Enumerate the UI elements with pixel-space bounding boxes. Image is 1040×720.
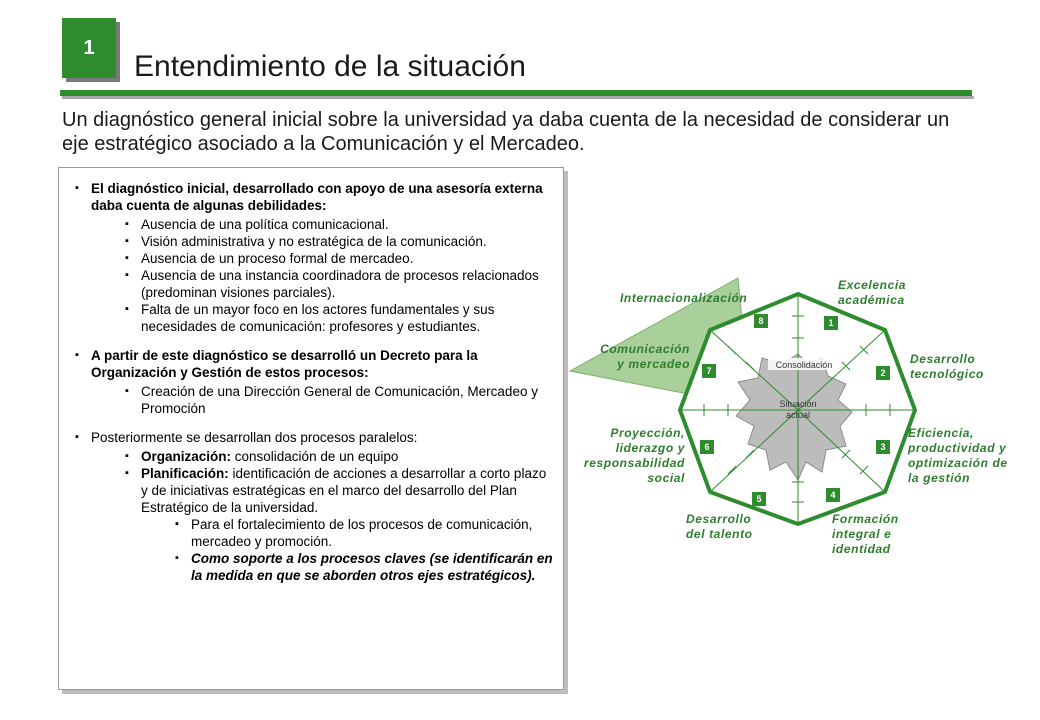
axis-number-3: 3 [880,442,886,452]
radar-svg [560,266,1040,576]
intro-text: Un diagnóstico general inicial sobre la universidad ya daba cuenta de la necesidad de considerar un eje estratégico asociado a la Comunicación y el Mercadeo. [62,109,950,155]
axis-label-4: Formación integral e identidad [832,512,899,556]
axis-label-5: Desarrollo del talento [686,512,753,541]
section1-lead: ▪ El diagnóstico inicial, desarrollado con apoyo de una asesoría externa daba cuenta de algunas debilidades: [73,180,553,214]
section3-organizacion [73,448,553,465]
organizacion-text: consolidación de un equipo [231,449,399,464]
axis-label-7: Comunicación y mercadeo [600,342,690,371]
section-number-badge: 1 [62,18,116,78]
planificacion-text: identificación de acciones a desarrollar a corto plazo y de iniciativas estratégicas en el marco del desarrollo del Plan Estratégico de la universidad. [141,466,547,515]
organizacion-label: Organización: [141,449,232,464]
consolidation-label: Consolidación [775,360,833,370]
section3-subitem: ▪ Para el fortalecimiento de los procesos de comunicación, mercadeo y promoción. [73,516,553,550]
section3-lead: ▪ Posteriormente se desarrollan dos procesos paralelos: [73,429,553,446]
strategic-axes-diagram [560,266,1040,576]
title-rule-shadow [62,96,974,99]
section1-item: ▪ Ausencia de una política comunicacional. [73,216,553,233]
axis-label-6: Proyección, liderazgo y responsabilidad social [583,426,685,485]
section3-planificacion [73,465,553,516]
section2-item: ▪ Creación de una Dirección General de Comunicación, Mercadeo y Promoción [73,383,553,417]
axis-number-5: 5 [756,494,762,504]
section1-item: ▪ Visión administrativa y no estratégica de la comunicación. [73,233,553,250]
page-title: Entendimiento de la situación [134,50,526,83]
section2-lead: ▪ A partir de este diagnóstico se desarrolló un Decreto para la Organización y Gestión de estos procesos: [73,347,553,381]
text-box [58,167,564,690]
axis-number-4: 4 [830,490,836,500]
section1-item: ▪ Ausencia de una instancia coordinadora de procesos relacionados (predominan visiones parciales). [73,267,553,301]
section1-item: ▪ Ausencia de un proceso formal de mercadeo. [73,250,553,267]
axis-label-2: Desarrollo tecnológico [910,352,984,381]
text-box-content [73,180,553,584]
axis-label-8: Internacionalización [620,291,748,305]
axis-number-2: 2 [880,368,886,378]
axis-label-1: Excelencia académica [838,278,907,307]
axis-number-7: 7 [706,366,712,376]
title-rule [60,90,972,96]
section1-item: ▪ Falta de un mayor foco en los actores fundamentales y sus necesidades de comunicación: profesores y estudiantes. [73,301,553,335]
current-situation-label-2: actual [785,410,811,420]
axis-label-3: Eficiencia, productividad y optimización de la gestión [908,426,1008,485]
axis-number-1: 1 [828,318,834,328]
axis-number-8: 8 [758,316,764,326]
current-situation-label-1: Situación [779,399,817,409]
section3-subitem: ▪ Como soporte a los procesos claves (se identificarán en la medida en que se aborden otros ejes estratégicos). [73,550,553,584]
axis-number-6: 6 [704,442,710,452]
planificacion-label: Planificación: [141,466,229,481]
